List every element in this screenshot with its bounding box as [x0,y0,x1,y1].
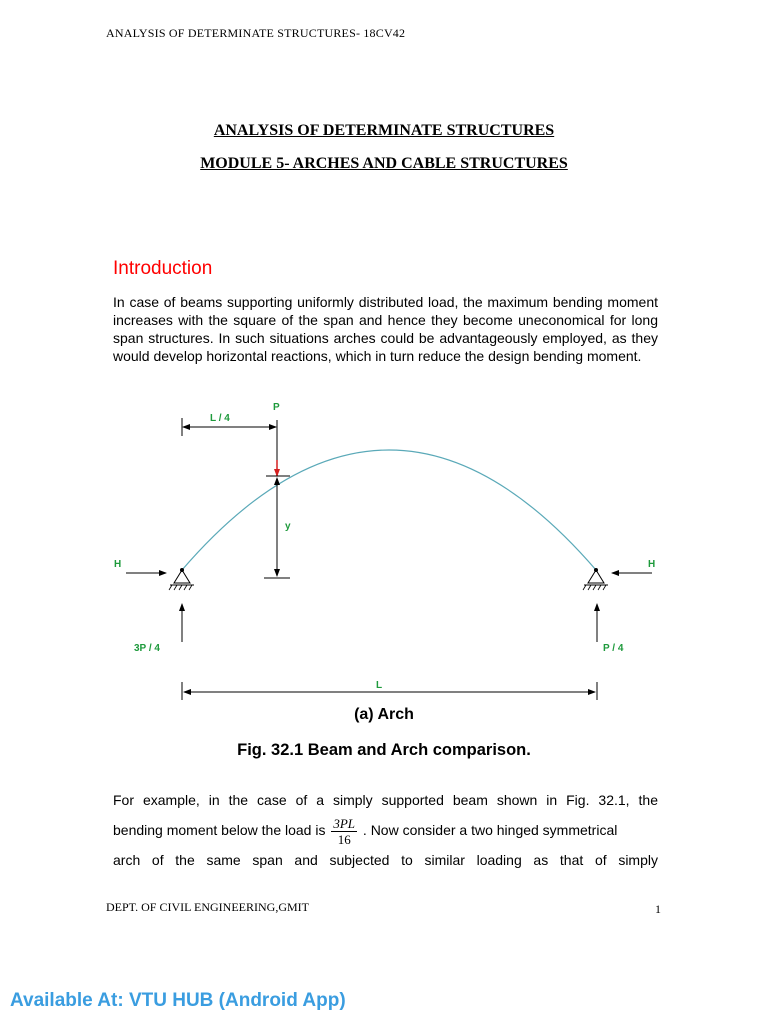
example-line-1: For example, in the case of a simply supported beam shown in Fig. 32.1, the [113,792,658,808]
vtu-hub-banner[interactable]: Available At: VTU HUB (Android App) [10,990,346,1011]
span-dimension [182,682,597,700]
introduction-heading: Introduction [113,258,213,279]
figure-caption: Fig. 32.1 Beam and Arch comparison. [237,741,531,759]
h-right-label: H [648,559,656,570]
page-number: 1 [655,902,661,916]
fraction-3pl-over-16 [331,816,357,847]
fraction-numerator: 3PL [333,815,356,831]
fraction-denominator: 16 [337,831,351,847]
example-line-3: arch of the same span and subjected to similar loading as that of simply [113,852,658,868]
reaction-left-label: 3P / 4 [134,643,160,654]
span-label: L [376,680,383,691]
left-hinge-support [169,568,194,590]
arch-curve [182,450,596,570]
rise-label: y [285,521,291,532]
right-hinge-support [583,568,608,590]
running-header: ANALYSIS OF DETERMINATE STRUCTURES- 18CV42 [106,26,406,40]
load-label: P [273,402,280,413]
introduction-paragraph: In case of beams supporting uniformly distributed load, the maximum bending moment increases with the square of the span and hence they become uneconomical for long span structures. In such situations arches could be advantageously employed, as they would develop horizontal reactions, which in turn reduce the design bending moment. [113,294,658,364]
quarter-span-label: L / 4 [210,413,230,424]
reaction-right-label: P / 4 [603,643,624,654]
h-left-label: H [114,559,122,570]
example-line-2-before: bending moment below the load is [113,822,326,838]
footer-department: DEPT. OF CIVIL ENGINEERING,GMIT [106,900,309,914]
example-line-2 [113,815,658,845]
document-title: ANALYSIS OF DETERMINATE STRUCTURES [213,122,555,139]
arch-figure [0,390,768,700]
figure-sub-caption: (a) Arch [354,706,414,723]
example-paragraph [113,785,658,875]
module-title: MODULE 5- ARCHES AND CABLE STRUCTURES [200,155,568,172]
example-line-2-after: . Now consider a two hinged symmetrical [362,822,618,838]
